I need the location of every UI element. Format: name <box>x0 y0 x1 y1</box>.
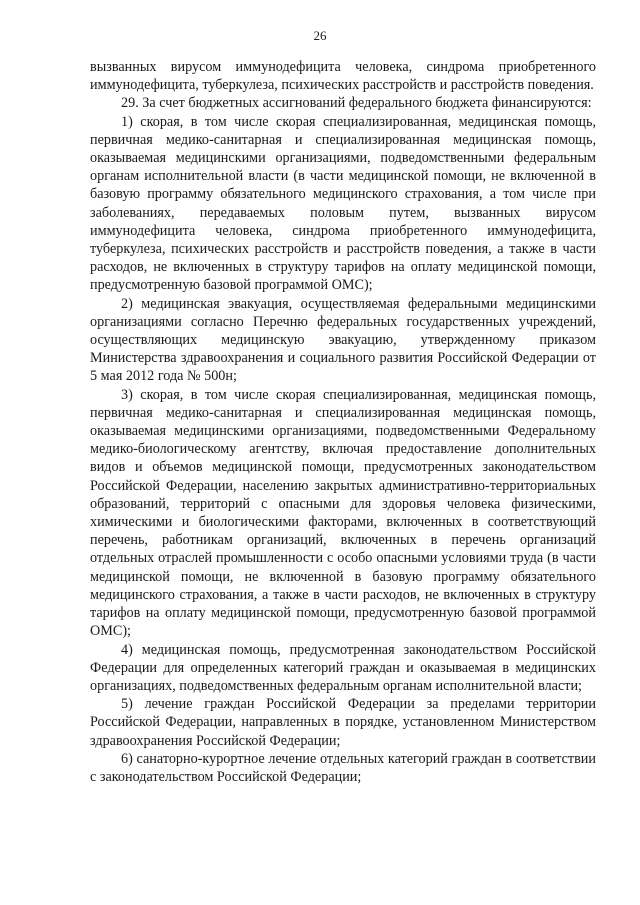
paragraph-continuation: вызванных вирусом иммунодефицита человека, синдрома приобретенного иммунодефицита, туберкулеза, психических расстройств и расстройств поведения. <box>90 59 596 94</box>
paragraph-clause-29: 29. За счет бюджетных ассигнований федерального бюджета финансируются: <box>121 95 592 112</box>
paragraph-item-4: 4) медицинская помощь, предусмотренная законодательством Российской Федерации для определенных категорий граждан и оказываемая в медицинских организациях, подведомственных федеральным органам исполнительной власти; <box>90 641 596 694</box>
body-text <box>90 58 596 786</box>
paragraph-item-3: 3) скорая, в том числе скорая специализированная, медицинская помощь, первичная медико-санитарная и специализированная медицинская помощь, оказываемая медицинскими организациями, подведомственными Федеральному медико-биологическому агентству, включая предоставление дополнительных видов и объемов медицинской помощи, предусмотренных законодательством Российской Федерации, населению закрытых административно-территориальных образований, территорий с опасными для здоровья человека физическими, химическими и биологическими факторами, включенных в соответствующий перечень, работникам организаций, включенных в перечень организаций отдельных отраслей промышленности с особо опасными условиями труда (в части медицинской помощи, не включенной в базовую программу обязательного медицинского страхования, а также в части расходов, не включенных в структуру тарифов на оплату медицинской помощи, предусмотренную базовой программой ОМС); <box>90 386 596 640</box>
paragraph-item-6: 6) санаторно-курортное лечение отдельных категорий граждан в соответствии с законодательством Российской Федерации; <box>90 750 596 785</box>
paragraph-item-5: 5) лечение граждан Российской Федерации за пределами территории Российской Федерации, направленных в порядке, установленном Министерством здравоохранения Российской Федерации; <box>90 696 596 749</box>
paragraph-item-2: 2) медицинская эвакуация, осуществляемая федеральными медицинскими организациями согласно Перечню федеральных государственных учреждений, осуществляющих медицинскую эвакуацию, утвержденному приказом Министерства здравоохранения и социального развития Российской Федерации от 5 мая 2012 года № 500н; <box>90 295 596 385</box>
page-number: 26 <box>313 28 327 43</box>
paragraph-item-1: 1) скорая, в том числе скорая специализированная, медицинская помощь, первичная медико-санитарная и специализированная медицинская помощь, оказываемая медицинскими организациями, подведомственными федеральным органам исполнительной власти (в части медицинской помощи, не включенной в базовую программу обязательного медицинского страхования, а том числе при заболеваниях, передаваемых половым путем, вызванных вирусом иммунодефицита человека, синдрома приобретенного иммунодефицита, туберкулеза, психических расстройств и расстройств поведения, а также в части расходов, не включенных в структуру тарифов на оплату медицинской помощи, предусмотренную базовой программой ОМС); <box>90 113 596 294</box>
